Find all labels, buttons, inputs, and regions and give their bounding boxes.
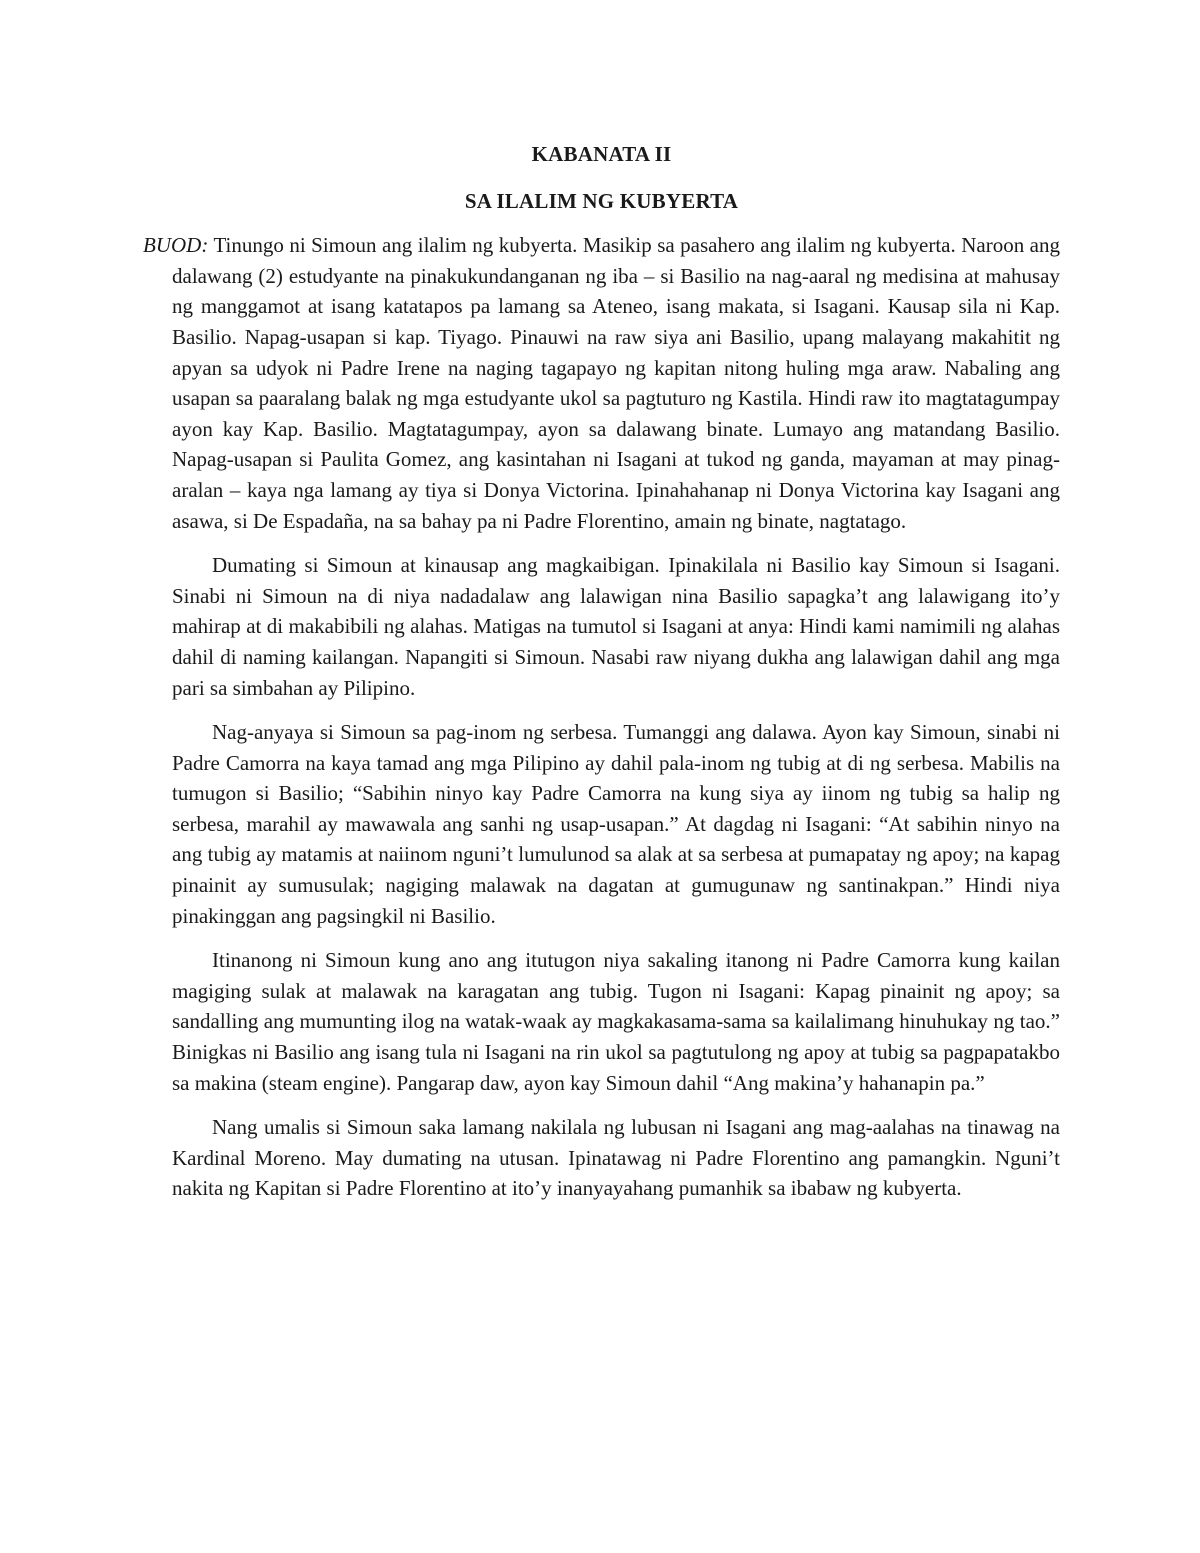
body-paragraph-4: Nang umalis si Simoun saka lamang nakilala ng lubusan ni Isagani ang mag-aalahas na tinawag na Kardinal Moreno. May dumating na utusan. Ipinatawag ni Padre Florentino ang pamangkin. Nguni’t nakita ng Kapitan si Padre Florentino at ito’y inanyayahang pumanhik sa ibabaw ng kubyerta. — [172, 1115, 1060, 1201]
document-content — [143, 139, 1060, 1218]
body-paragraph-3: Itinanong ni Simoun kung ano ang itutugon niya sakaling itanong ni Padre Camorra kung kailan magiging sulak at malawak na karagatan ang tubig. Tugon ni Isagani: Kapag pinainit ng apoy; sa sandalling ang mumunting ilog na watak-waak ay magkakasama-sama sa kailalimang hinuhukay ng tao.” Binigkas ni Basilio ang isang tula ni Isagani na rin ukol sa pagtutulong ng apoy at tubig sa pagpapatakbo sa makina (steam engine). Pangarap daw, ayon kay Simoun dahil “Ang makina’y hahanapin pa.” — [172, 948, 1060, 1095]
summary-label: BUOD: — [143, 233, 209, 258]
chapter-title: SA ILALIM NG KUBYERTA — [464, 188, 739, 213]
body-paragraph-2: Nag-anyaya si Simoun sa pag-inom ng serbesa. Tumanggi ang dalawa. Ayon kay Simoun, sinabi ni Padre Camorra na kaya tamad ang mga Pilipino ay dahil pala-inom ng tubig at di ng serbesa. Mabilis na tumugon si Basilio; “Sabihin ninyo kay Padre Camorra na kung siya ay iinom ng tubig sa halip ng serbesa, marahil ay mawawala ang sanhi ng usap-usapan.” At dagdag ni Isagani: “At sabihin ninyo na ang tubig ay matamis at naiinom nguni’t lumulunod sa alak at sa serbesa at pumapatay ng apoy; na kapag pinainit ay sumusulak; nagiging malawak na dagatan at gumugunaw ng santinakpan.” Hindi niya pinakinggan ang pagsingkil ni Basilio. — [172, 720, 1060, 928]
summary-text: Tinungo ni Simoun ang ilalim ng kubyerta. Masikip sa pasahero ang ilalim ng kubyerta. Naroon ang dalawang (2) estudyante na pinakukundanganan ng iba – si Basilio na nag-aaral ng medisina at mahusay ng manggamot at isang katatapos pa lamang sa Ateneo, isang makata, si Isagani. Kausap sila ni Kap. Basilio. Napag-usapan si kap. Tiyago. Pinauwi na raw siya ani Basilio, upang malayang makahitit ng apyan sa udyok ni Padre Irene na naging tagapayo ng kapitan nitong huling mga araw. Nabaling ang usapan sa paaralang balak ng mga estudyante ukol sa pagtuturo ng Kastila. Hindi raw ito magtatagumpay ayon kay Kap. Basilio. Magtatagumpay, ayon sa dalawang binate. Lumayo ang matandang Basilio. Napag-usapan si Paulita Gomez, ang kasintahan ni Isagani at tukod ng ganda, mayaman at may pinag-aralan – kaya nga lamang ay tiya si Donya Victorina. Ipinahahanap ni Donya Victorina kay Isagani ang asawa, si De Espadaña, na sa bahay pa ni Padre Florentino, amain ng binate, nagtatago. — [172, 233, 1060, 533]
body-paragraph-1: Dumating si Simoun at kinausap ang magkaibigan. Ipinakilala ni Basilio kay Simoun si Isagani. Sinabi ni Simoun na di niya nadadalaw ang lalawigan nina Basilio sapagka’t ang lalawigang ito’y mahirap at di makabibili ng alahas. Matigas na tumutol si Isagani at anya: Hindi kami namimili ng alahas dahil di naming kailangan. Napangiti si Simoun. Nasabi raw niyang dukha ang lalawigan dahil ang mga pari sa simbahan ay Pilipino. — [172, 553, 1060, 700]
chapter-number: KABANATA II — [531, 142, 672, 166]
summary-paragraph — [143, 230, 1060, 536]
